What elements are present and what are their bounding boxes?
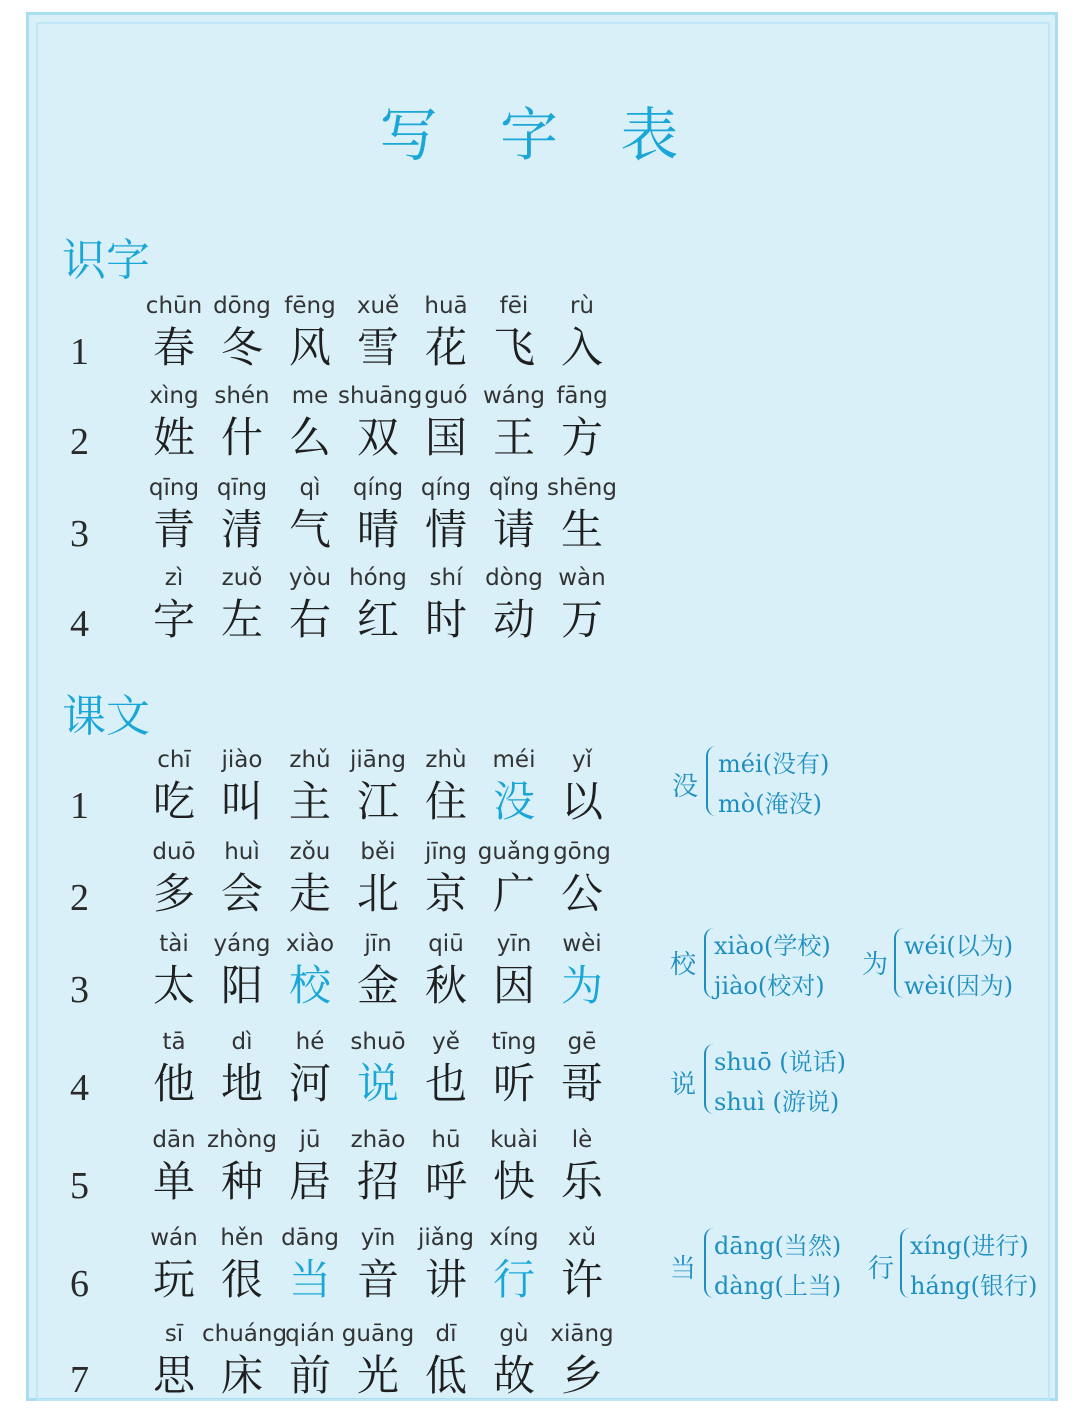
row-number: 7 (70, 1359, 89, 1401)
hanzi-char: 风 (288, 323, 331, 372)
pinyin-label: hé (295, 1029, 325, 1055)
char-cell (542, 290, 622, 374)
pinyin-label: zhāo (350, 1127, 406, 1153)
pinyin-label: dī (435, 1321, 457, 1347)
hanzi-char: 音 (356, 1255, 399, 1304)
hanzi-char: 单 (152, 1157, 195, 1206)
hanzi-char: 秋 (424, 961, 467, 1010)
hanzi-char: 青 (152, 505, 195, 554)
hanzi-char: 快 (492, 1157, 535, 1206)
hanzi-char: 因 (492, 961, 535, 1010)
pinyin-label: kuài (490, 1127, 538, 1153)
hanzi-char: 他 (152, 1059, 195, 1108)
pinyin-label: jīn (364, 931, 392, 957)
hanzi-char: 右 (288, 595, 331, 644)
hanzi-char: 行 (492, 1255, 535, 1304)
hanzi-char: 会 (220, 869, 263, 918)
hanzi-char: 雪 (356, 323, 399, 372)
pinyin-label: dāng (281, 1225, 339, 1251)
pinyin-label: shuāng (338, 383, 423, 409)
hanzi-char: 河 (288, 1059, 331, 1108)
polyphone-reading: wéi(以为) (904, 932, 1014, 960)
hanzi-char: 玩 (152, 1255, 195, 1304)
row-number: 5 (70, 1165, 89, 1207)
hanzi-char: 花 (424, 323, 467, 372)
hanzi-char: 哥 (560, 1059, 603, 1108)
hanzi-char: 京 (424, 869, 467, 918)
pinyin-label: xǔ (567, 1225, 597, 1251)
pinyin-label: gù (499, 1321, 529, 1347)
polyphone-reading: xíng(进行) (910, 1232, 1029, 1260)
hanzi-char: 前 (288, 1351, 331, 1400)
hanzi-char: 居 (288, 1157, 331, 1206)
hanzi-char: 光 (356, 1351, 399, 1400)
char-cell (542, 1222, 622, 1306)
hanzi-char: 走 (288, 869, 331, 918)
pinyin-label: guǎng (477, 839, 551, 865)
hanzi-char: 姓 (152, 413, 195, 462)
hanzi-char: 多 (152, 869, 195, 918)
polyphone-reading: dàng(上当) (714, 1272, 842, 1300)
hanzi-char: 主 (288, 777, 331, 826)
hanzi-char: 国 (424, 413, 467, 462)
hanzi-char: 晴 (356, 505, 399, 554)
polyphone-reading: jiào(校对) (714, 972, 825, 1000)
pinyin-label: me (291, 383, 329, 409)
pinyin-label: duō (152, 839, 196, 865)
pinyin-label: qiū (428, 931, 464, 957)
pinyin-label: qián (285, 1321, 335, 1347)
hanzi-char: 故 (492, 1351, 535, 1400)
hanzi-char: 双 (356, 413, 399, 462)
hanzi-char: 入 (560, 323, 603, 372)
row-number: 2 (70, 421, 89, 463)
pinyin-label: jiāng (349, 747, 407, 773)
hanzi-char: 为 (560, 961, 603, 1010)
pinyin-label: jiǎng (417, 1225, 475, 1251)
pinyin-label: zhù (425, 747, 467, 773)
hanzi-char: 乐 (560, 1157, 603, 1206)
pinyin-label: fēi (499, 293, 529, 319)
pinyin-label: zì (164, 565, 184, 591)
pinyin-label: dān (152, 1127, 196, 1153)
hanzi-char: 讲 (424, 1255, 467, 1304)
hanzi-char: 以 (560, 777, 603, 826)
hanzi-char: 时 (424, 595, 467, 644)
pinyin-label: jū (299, 1127, 321, 1153)
pinyin-label: lè (571, 1127, 593, 1153)
pinyin-label: fāng (556, 383, 608, 409)
pinyin-label: chī (157, 747, 191, 773)
pinyin-label: yáng (213, 931, 271, 957)
pinyin-label: yǐ (571, 747, 592, 773)
char-row (0, 290, 1080, 380)
hanzi-char: 种 (220, 1157, 263, 1206)
hanzi-char: 什 (220, 413, 263, 462)
pinyin-label: xìng (149, 383, 199, 409)
polyphone-char: 行 (868, 1254, 895, 1284)
pinyin-label: zhǔ (289, 747, 331, 773)
polyphone-char: 说 (670, 1070, 697, 1100)
hanzi-char: 吃 (152, 777, 195, 826)
hanzi-char: 字 (152, 595, 195, 644)
pinyin-label: qīng (216, 475, 268, 501)
char-cell (542, 1318, 622, 1402)
hanzi-char: 江 (356, 777, 399, 826)
pinyin-label: wàn (558, 565, 606, 591)
hanzi-char: 金 (356, 961, 399, 1010)
char-cell (542, 836, 622, 920)
hanzi-char: 阳 (220, 961, 263, 1010)
hanzi-char: 思 (152, 1351, 195, 1400)
section-title-kewen: 课文 (62, 691, 150, 742)
hanzi-char: 地 (220, 1059, 263, 1108)
hanzi-char: 清 (220, 505, 263, 554)
hanzi-char: 气 (288, 505, 331, 554)
polyphone-reading: xiào(学校) (714, 932, 831, 960)
pinyin-label: xuě (356, 293, 400, 319)
page-title: 写 字 表 (379, 101, 701, 169)
pinyin-label: tā (162, 1029, 186, 1055)
char-cell (542, 380, 622, 464)
pinyin-label: huì (224, 839, 260, 865)
hanzi-char: 红 (356, 595, 399, 644)
pinyin-label: wèi (562, 931, 602, 957)
pinyin-label: hěn (220, 1225, 264, 1251)
polyphone-reading: mò(淹没) (718, 790, 822, 818)
hanzi-char: 也 (424, 1059, 467, 1108)
pinyin-label: huā (424, 293, 468, 319)
char-row (0, 1318, 1080, 1408)
hanzi-char: 冬 (220, 323, 263, 372)
pinyin-label: hū (431, 1127, 461, 1153)
char-row (0, 744, 1080, 834)
pinyin-label: shēng (547, 475, 617, 501)
row-number: 1 (70, 331, 89, 373)
pinyin-label: dì (231, 1029, 253, 1055)
hanzi-char: 校 (288, 961, 331, 1010)
pinyin-label: xíng (489, 1225, 539, 1251)
row-number: 3 (70, 513, 89, 555)
pinyin-label: běi (360, 839, 396, 865)
pinyin-label: shén (214, 383, 270, 409)
char-cell (542, 744, 622, 828)
hanzi-char: 住 (424, 777, 467, 826)
pinyin-label: rù (569, 293, 595, 319)
hanzi-char: 北 (356, 869, 399, 918)
pinyin-label: tīng (491, 1029, 537, 1055)
hanzi-char: 听 (492, 1059, 535, 1108)
pinyin-label: sī (164, 1321, 184, 1347)
pinyin-label: hóng (349, 565, 407, 591)
row-number: 3 (70, 969, 89, 1011)
row-number: 2 (70, 877, 89, 919)
hanzi-char: 左 (220, 595, 263, 644)
hanzi-char: 许 (560, 1255, 603, 1304)
hanzi-char: 说 (356, 1059, 399, 1108)
polyphone-char: 为 (862, 950, 889, 980)
row-number: 4 (70, 1067, 89, 1109)
pinyin-label: shí (429, 565, 463, 591)
polyphone-char: 没 (672, 772, 699, 802)
pinyin-label: dōng (213, 293, 271, 319)
hanzi-char: 没 (492, 777, 535, 826)
pinyin-label: qíng (420, 475, 472, 501)
pinyin-label: wán (150, 1225, 198, 1251)
hanzi-char: 呼 (424, 1157, 467, 1206)
pinyin-label: gōng (553, 839, 611, 865)
pinyin-label: yīn (360, 1225, 396, 1251)
hanzi-char: 公 (560, 869, 603, 918)
char-cell (542, 472, 622, 556)
hanzi-char: 广 (492, 869, 535, 918)
char-row (0, 836, 1080, 926)
polyphone-reading: háng(银行) (910, 1272, 1038, 1300)
hanzi-char: 床 (220, 1351, 263, 1400)
hanzi-char: 招 (356, 1157, 399, 1206)
brace-icon (706, 746, 718, 816)
hanzi-char: 王 (492, 413, 535, 462)
hanzi-char: 生 (560, 505, 603, 554)
pinyin-label: yīn (496, 931, 532, 957)
pinyin-label: shuō (350, 1029, 406, 1055)
char-row (0, 1026, 1080, 1116)
hanzi-char: 万 (560, 595, 603, 644)
pinyin-label: zhòng (207, 1127, 277, 1153)
hanzi-char: 请 (492, 505, 535, 554)
char-row (0, 472, 1080, 562)
pinyin-label: chūn (145, 293, 203, 319)
polyphone-reading: méi(没有) (718, 750, 830, 778)
char-cell (542, 928, 622, 1012)
polyphone-reading: dāng(当然) (714, 1232, 842, 1260)
polyphone-reading: shuì (游说) (714, 1088, 840, 1116)
pinyin-label: qǐng (488, 475, 540, 501)
pinyin-label: zuǒ (221, 565, 263, 591)
pinyin-label: qì (299, 475, 321, 501)
hanzi-char: 么 (288, 413, 331, 462)
char-row (0, 562, 1080, 652)
hanzi-char: 方 (560, 413, 603, 462)
row-number: 6 (70, 1263, 89, 1305)
hanzi-char: 低 (424, 1351, 467, 1400)
pinyin-label: yě (432, 1029, 460, 1055)
polyphone-char: 校 (670, 950, 697, 980)
pinyin-label: méi (492, 747, 536, 773)
char-cell (542, 562, 622, 646)
hanzi-char: 飞 (492, 323, 535, 372)
hanzi-char: 叫 (220, 777, 263, 826)
pinyin-label: yòu (288, 565, 332, 591)
hanzi-char: 动 (492, 595, 535, 644)
hanzi-char: 春 (152, 323, 195, 372)
pinyin-label: wáng (482, 383, 546, 409)
pinyin-label: zǒu (289, 839, 331, 865)
hanzi-char: 乡 (560, 1351, 603, 1400)
section-title-shizi: 识字 (62, 235, 150, 286)
polyphone-reading: wèi(因为) (904, 972, 1014, 1000)
pinyin-label: fēng (284, 293, 336, 319)
hanzi-char: 情 (424, 505, 467, 554)
pinyin-label: dòng (485, 565, 543, 591)
pinyin-label: qīng (148, 475, 200, 501)
polyphone-char: 当 (670, 1254, 697, 1284)
pinyin-label: jiào (221, 747, 263, 773)
pinyin-label: guāng (341, 1321, 415, 1347)
row-number: 1 (70, 785, 89, 827)
pinyin-label: xiāng (550, 1321, 614, 1347)
char-cell (542, 1026, 622, 1110)
hanzi-char: 太 (152, 961, 195, 1010)
pinyin-label: chuáng (202, 1321, 288, 1347)
row-number: 4 (70, 603, 89, 645)
polyphone-reading: shuō (说话) (714, 1048, 847, 1076)
pinyin-label: guó (424, 383, 468, 409)
pinyin-label: gē (567, 1029, 597, 1055)
pinyin-label: xiào (285, 931, 335, 957)
char-row (0, 380, 1080, 470)
hanzi-char: 很 (220, 1255, 263, 1304)
pinyin-label: tài (159, 931, 189, 957)
char-row (0, 1124, 1080, 1214)
hanzi-char: 当 (288, 1255, 331, 1304)
char-cell (542, 1124, 622, 1208)
pinyin-label: qíng (352, 475, 404, 501)
pinyin-label: jīng (425, 839, 467, 865)
